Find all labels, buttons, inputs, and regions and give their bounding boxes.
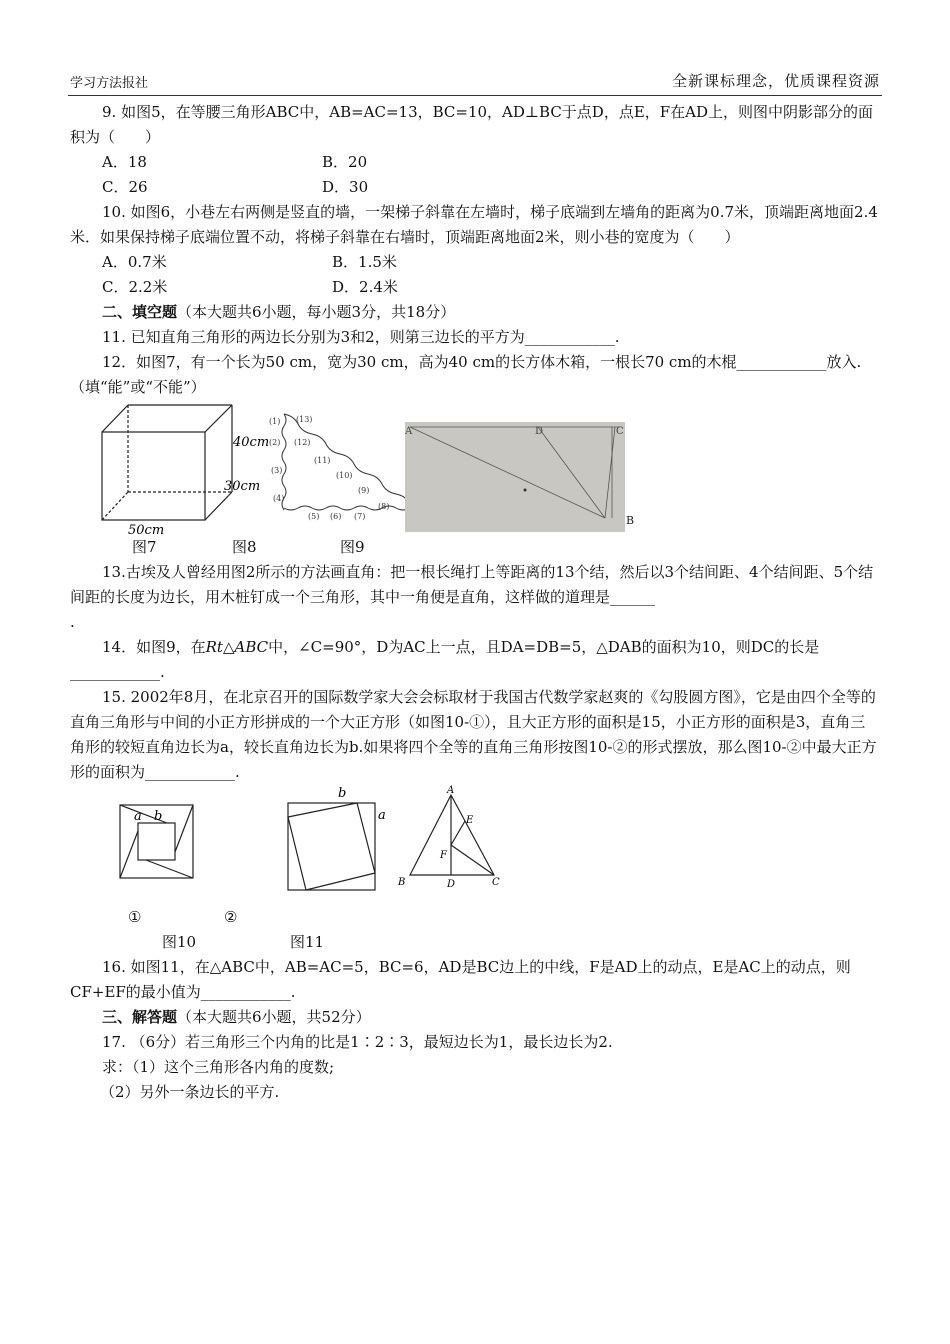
section-3-title: 三、解答题 <box>102 1008 178 1026</box>
fig8-label: (11) <box>314 456 331 465</box>
fig8-label: (3) <box>271 466 283 475</box>
q10-option-c: C．2.2米 <box>102 278 168 296</box>
fig8-label: (1) <box>269 417 281 426</box>
fig8-label: (4) <box>273 494 285 503</box>
fig10-2-label-b: b <box>338 786 347 801</box>
fig11-label-c: C <box>492 877 500 888</box>
fig11-label-a: A <box>447 785 455 796</box>
figures-7-8-9 <box>70 400 880 535</box>
question-10: 10. 如图6，小巷左右两侧是竖直的墙，一架梯子斜靠在左墙时，梯子底端到左墙角的距离为0.7米，顶端距离地面2.4米．如果保持梯子底端位置不动，将梯子斜靠在右墙时，顶端距离地面2米，则小巷的宽度为（ ） <box>70 203 878 246</box>
q14-math: Rt△ABC <box>205 638 269 656</box>
figure-9-ladder-photo <box>405 422 625 532</box>
fig7-length-label: 50cm <box>128 523 165 535</box>
fig8-label: (5) <box>308 512 320 521</box>
header-left: 学习方法报社 <box>70 76 149 91</box>
fig8-label: (10) <box>336 471 353 480</box>
section-2-heading <box>70 300 880 325</box>
q10-option-a: A．0.7米 <box>102 253 167 271</box>
fig7-height-label: 40cm <box>233 435 270 450</box>
q9-option-a: A．18 <box>102 153 147 171</box>
q9-options-row2 <box>70 175 880 200</box>
q10-options-row2 <box>70 275 880 300</box>
fig10-circle-2: ② <box>224 908 238 926</box>
fig10-label-b: b <box>154 809 163 824</box>
question-17-ask: 求：（1）这个三角形各内角的度数; <box>102 1058 335 1076</box>
fig8-label: (13) <box>296 415 313 424</box>
caption-fig9: 图9 <box>340 538 365 556</box>
figure-10-2-square <box>288 803 375 890</box>
fig9-label-c: C <box>616 426 624 437</box>
q9-options-row1 <box>70 150 880 175</box>
figure-row-1 <box>70 400 880 535</box>
fig9-label-a: A <box>405 426 413 437</box>
fig8-label: (9) <box>358 486 370 495</box>
question-14 <box>70 635 880 685</box>
figure-row-2 <box>70 785 880 905</box>
q10-option-d: D．2.4米 <box>332 278 398 296</box>
question-17-sub2: （2）另外一条边长的平方. <box>100 1083 280 1101</box>
caption-fig7: 图7 <box>132 538 157 556</box>
fig11-label-d: D <box>447 879 456 890</box>
figure-11-triangle <box>410 795 494 875</box>
question-17: 17. （6分）若三角形三个内角的比是1∶2∶3，最短边长为1，最长边长为2. <box>102 1033 613 1051</box>
figure-captions-1 <box>70 535 880 560</box>
fig8-label: (6) <box>330 512 342 521</box>
fig8-knot-labels <box>269 415 389 521</box>
figure-10-circled-labels <box>70 905 880 930</box>
q9-option-b: B．20 <box>322 153 368 171</box>
fig8-label: (12) <box>294 438 311 447</box>
q14-pre: 14．如图9，在 <box>102 638 206 656</box>
question-11: 11. 已知直角三角形的两边长分别为3和2，则第三边长的平方为____________. <box>102 328 620 346</box>
fig8-label: (8) <box>378 502 390 511</box>
figure-8-rope-triangle <box>282 414 424 510</box>
question-9: 9. 如图5，在等腰三角形ABC中，AB=AC=13，BC=10，AD⊥BC于点D，点E，F在AD上，则图中阴影部分的面积为（ ） <box>70 103 874 146</box>
question-13: 13.古埃及人曾经用图2所示的方法画直角：把一根长绳打上等距离的13个结，然后以3个结间距、4个结间距、5个结间距的长度为边长，用木桩钉成一个三角形，其中一角便是直角，这样做的道理是______ <box>70 563 874 606</box>
fig11-label-b: B <box>398 877 406 888</box>
caption-fig11: 图11 <box>290 933 325 951</box>
q10-options-row1 <box>70 250 880 275</box>
fig11-label-e: E <box>466 815 474 826</box>
fig9-label-d: D <box>535 426 544 437</box>
question-12: 12．如图7，有一个长为50 cm，宽为30 cm，高为40 cm的长方体木箱，一根长70 cm的木棍____________放入.（填“能”或“不能”） <box>70 353 862 396</box>
caption-fig8: 图8 <box>232 538 257 556</box>
q9-option-d: D．30 <box>322 178 369 196</box>
fig8-label: (2) <box>269 438 281 447</box>
q9-option-c: C．26 <box>102 178 148 196</box>
q10-option-b: B．1.5米 <box>332 253 397 271</box>
section-3-heading <box>70 1005 880 1030</box>
fig10-label-a: a <box>134 809 142 824</box>
header-rule <box>68 95 882 96</box>
section-3-note: （本大题共6小题，共52分） <box>177 1008 371 1026</box>
q14-post: 中，∠C=90°，D为AC上一点，且DA=DB=5，△DAB的面积为10，则DC的长是____________. <box>70 638 820 681</box>
content <box>70 100 880 1105</box>
fig7-width-label: 30cm <box>224 479 261 494</box>
fig9-label-b: B <box>626 514 635 527</box>
question-16: 16. 如图11，在△ABC中，AB=AC=5，BC=6，AD是BC边上的中线，F是AD上的动点，E是AC上的动点，则CF+EF的最小值为____________. <box>70 958 851 1001</box>
question-13-tail: . <box>70 613 75 631</box>
figures-10-11 <box>70 785 880 905</box>
figure-captions-2 <box>70 930 880 955</box>
header-right: 全新课标理念，优质课程资源 <box>671 72 880 90</box>
section-2-title: 二、填空题 <box>102 303 178 321</box>
fig11-label-f: F <box>440 850 447 861</box>
caption-fig10: 图10 <box>162 933 197 951</box>
fig10-2-label-a: a <box>378 808 386 823</box>
question-15: 15. 2002年8月，在北京召开的国际数学家大会会标取材于我国古代数学家赵爽的《勾股圆方图》，它是由四个全等的直角三角形与中间的小正方形拼成的一个大正方形（如图10-①），且大正方形的面积是15，小正方形的面积是3，直角三角形的较短直角边长为a，较长直角边长为b.如果将四个全等的直角三角形按图10-②的形式摆放，那么图10-②中最大正方形的面积为____________. <box>70 688 877 781</box>
figure-7-box <box>102 405 232 520</box>
fig10-circle-1: ① <box>128 908 142 926</box>
section-2-note: （本大题共6小题，每小题3分，共18分） <box>177 303 456 321</box>
fig8-label: (7) <box>354 512 366 521</box>
